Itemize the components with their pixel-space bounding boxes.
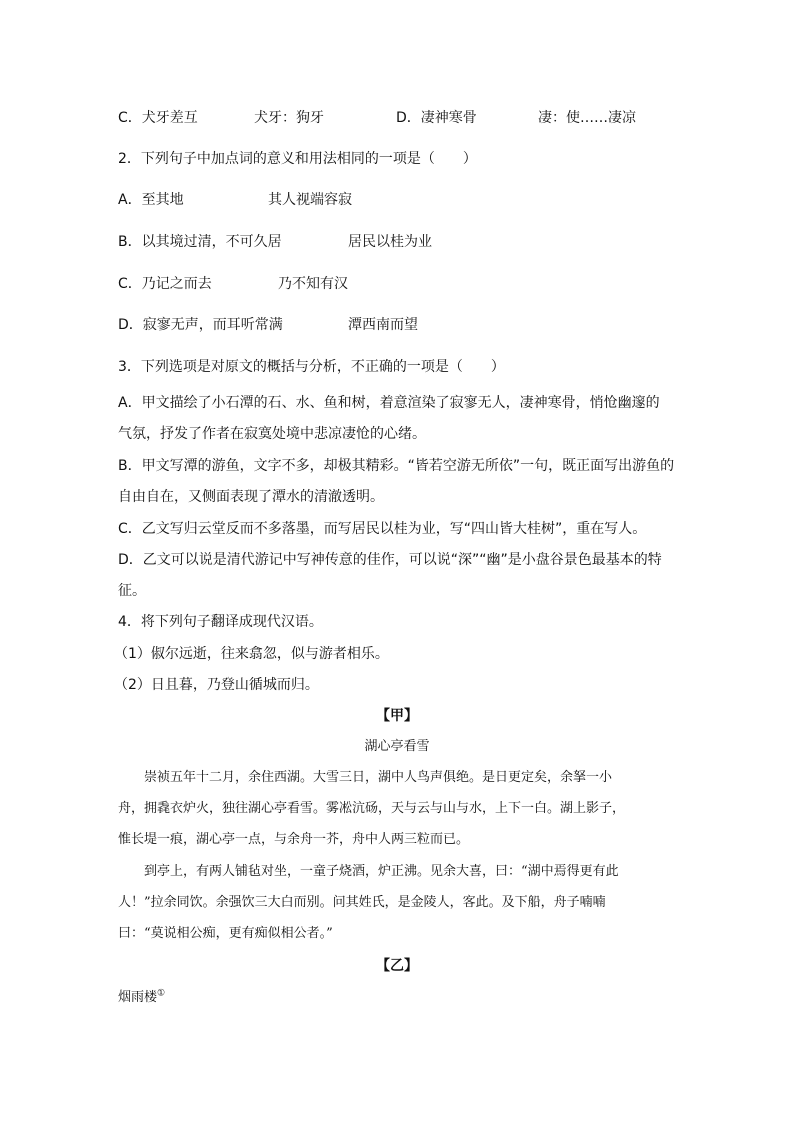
q1-option-c-gloss: 犬牙：狗牙 [254,110,324,126]
q2-stem: 2．下列句子中加点词的意义和用法相同的一项是（ ） [118,151,477,167]
passage-jia-line: 到亭上，有两人铺毡对坐，一童子烧酒，炉正沸。见余大喜，曰：“湖中焉得更有此 [118,864,619,879]
q2-option-a-left: A．至其地 [118,192,184,208]
passage-jia-line: 曰：“莫说相公痴，更有痴似相公者。” [118,926,333,941]
passage-yi-title: 烟雨楼 [118,990,158,1005]
q3-line: 气氛，抒发了作者在寂寞处境中悲凉凄怆的心绪。 [118,426,426,442]
passage-jia-line: 崇祯五年十二月，余住西湖。大雪三日，湖中人鸟声俱绝。是日更定矣，余拏一小 [118,770,613,785]
q3-line: A．甲文描绘了小石潭的石、水、鱼和树，着意渲染了寂寥无人，凄神寒骨，悄怆幽邃的 [118,395,660,411]
passage-yi-heading: 【乙】 [376,958,418,974]
q2-option-b-left: B．以其境过清，不可久居 [118,234,282,250]
q1-option-c-term: C．犬牙差互 [118,110,198,126]
passage-jia-title: 湖心亭看雪 [364,739,430,754]
q1-option-d-gloss: 凄：使……凄凉 [538,110,636,126]
q2-option-b-right: 居民以桂为业 [348,234,432,250]
q4-item-1: （1）俶尔远逝，往来翕忽，似与游者相乐。 [114,646,389,662]
q2-option-d-left: D．寂寥无声，而耳听常满 [118,317,283,333]
q3-line: 征。 [118,583,146,599]
passage-jia-heading: 【甲】 [376,708,418,724]
footnote-marker: ① [157,988,166,999]
q4-item-2: （2）日且暮，乃登山循城而归。 [114,677,319,693]
passage-jia-line: 舟，拥毳衣炉火，独往湖心亭看雪。雾凇沆砀，天与云与山与水，上下一白。湖上影子， [118,801,626,816]
q4-stem: 4．将下列句子翻译成现代汉语。 [118,614,323,630]
passage-jia-line: 人！”拉余同饮。余强饮三大白而别。问其姓氏，是金陵人，客此。及下船，舟子喃喃 [118,895,606,910]
q1-option-d-term: D．凄神寒骨 [396,110,477,126]
q2-option-c-right: 乃不知有汉 [278,276,348,292]
q3-line: B．甲文写潭的游鱼，文字不多，却极其精彩。“皆若空游无所依”一句，既正面写出游鱼的 [118,458,675,474]
q2-option-a-right: 其人视端容寂 [268,192,352,208]
passage-yi-title-row [118,988,678,1008]
q3-line: C．乙文写归云堂反而不多落墨，而写居民以桂为业，写“四山皆大桂树”，重在写人。 [118,521,647,537]
q3-line: D．乙文可以说是清代游记中写神传意的佳作，可以说“深”“幽”是小盘谷景色最基本的特 [118,552,662,568]
q3-stem: 3．下列选项是对原文的概括与分析，不正确的一项是（ ） [118,359,505,375]
q3-line: 自由自在，又侧面表现了潭水的清澈透明。 [118,489,384,505]
q2-option-c-left: C．乃记之而去 [118,276,212,292]
q2-option-d-right: 潭西南而望 [348,317,418,333]
passage-jia-line: 惟长堤一痕，湖心亭一点，与余舟一芥，舟中人两三粒而已。 [118,832,470,847]
